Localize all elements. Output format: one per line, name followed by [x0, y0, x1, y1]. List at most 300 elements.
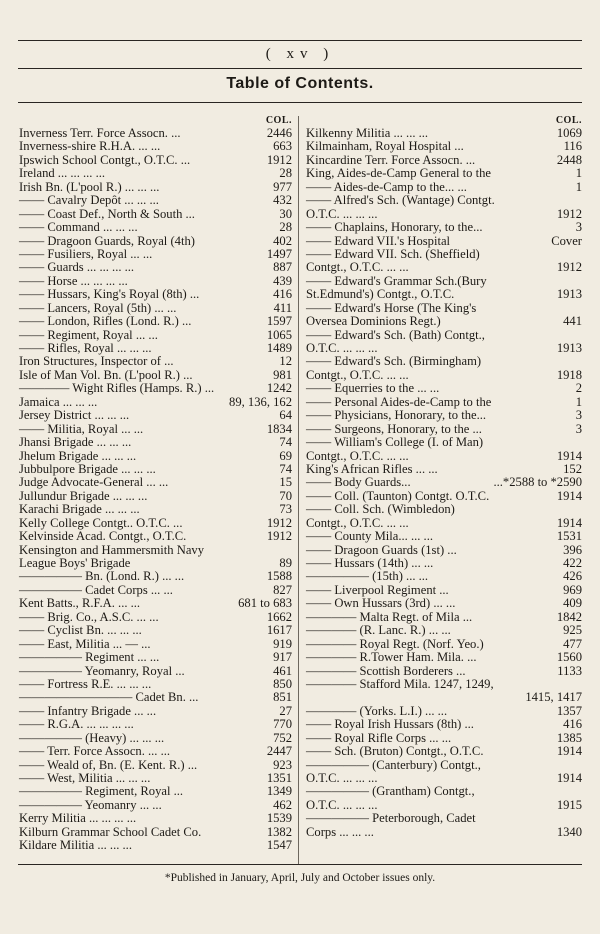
entry-column-ref: 1914 [556, 515, 582, 530]
entry-title: —— Terr. Force Assocn. ... ... [19, 744, 171, 759]
entry-column-ref: 462 [273, 797, 292, 812]
entry-title: —— Fortress R.E. ... ... ... [19, 676, 152, 691]
entry-column-ref: 73 [279, 502, 292, 517]
entry-title: —— Cavalry Depôt ... ... ... [19, 193, 159, 208]
toc-entry [19, 557, 292, 570]
toc-entry [19, 503, 292, 516]
entry-title: Kent Batts., R.F.A. ... ... [19, 596, 141, 611]
entry-column-ref: 827 [273, 582, 292, 597]
toc-entry [19, 611, 292, 624]
column-divider [298, 116, 299, 864]
entry-column-ref: 116 [563, 139, 582, 154]
entry-column-ref: 1357 [556, 703, 582, 718]
toc-entry [19, 785, 292, 798]
toc-entry [19, 127, 292, 140]
entry-title: Kensington and Hammersmith Navy [19, 542, 205, 557]
top-rule [18, 40, 582, 41]
toc-entry [306, 597, 582, 610]
entry-column-ref: 1385 [556, 730, 582, 745]
entry-column-ref: 2447 [266, 744, 292, 759]
entry-title: Kelly College Contgt.. O.T.C. ... [19, 515, 183, 530]
entry-column-ref: 74 [279, 461, 292, 476]
entry-column-ref: 426 [563, 569, 582, 584]
entry-title: —— Lancers, Royal (5th) ... ... [19, 300, 177, 315]
entry-title: Jamaica ... ... ... [19, 394, 98, 409]
toc-entry [306, 194, 582, 207]
entry-column-ref: 917 [273, 650, 292, 665]
entry-title: —— Coll. (Taunton) Contgt. O.T.C. [306, 488, 490, 503]
entry-column-ref: 925 [563, 623, 582, 638]
toc-entry [19, 665, 292, 678]
toc-entry [306, 382, 582, 395]
entry-column-ref: 1560 [556, 650, 582, 665]
entry-column-ref: 1415, 1417 [525, 690, 582, 705]
toc-entry [19, 288, 292, 301]
toc-entry [19, 436, 292, 449]
toc-entry [19, 812, 292, 825]
toc-entry [306, 503, 582, 516]
toc-entry [19, 624, 292, 637]
entry-column-ref: 2448 [556, 152, 582, 167]
entry-column-ref: 1539 [266, 811, 292, 826]
toc-entry [306, 369, 582, 382]
entry-title: Ipswich School Contgt., O.T.C. ... [19, 152, 191, 167]
entry-column-ref: 441 [563, 314, 582, 329]
entry-title: —— East, Militia ... — ... [19, 636, 151, 651]
entry-title: —— Militia, Royal ... ... [19, 421, 144, 436]
entry-column-ref: 969 [563, 582, 582, 597]
entry-column-ref: 1915 [556, 797, 582, 812]
toc-entry [306, 288, 582, 301]
entry-title: O.T.C. ... ... ... [306, 341, 378, 355]
entry-column-ref: 2 [575, 381, 582, 396]
entry-column-ref: 851 [273, 690, 292, 705]
entry-column-ref: 89, 136, 162 [229, 394, 292, 409]
entry-column-ref: 74 [279, 435, 292, 450]
entry-title: St.Edmund's) Contgt., O.T.C. [306, 287, 455, 302]
entry-title: —— Edward's Horse (The King's [306, 300, 477, 315]
entry-title: League Boys' Brigade [19, 556, 131, 570]
entry-title: Jubbulpore Brigade ... ... ... [19, 461, 156, 476]
entry-title: Iron Structures, Inspector of ... [19, 354, 174, 369]
toc-entry [19, 248, 292, 261]
entry-title: Contgt., O.T.C. ... ... [306, 515, 409, 530]
toc-entry [306, 584, 582, 597]
toc-entry [306, 638, 582, 651]
entry-title: —— Horse ... ... ... ... [19, 273, 128, 288]
entry-column-ref: 1912 [266, 515, 292, 530]
entry-title: —— Equerries to the ... ... [306, 381, 440, 396]
entry-column-ref: 27 [279, 703, 292, 718]
entry-title: ———— Stafford Mila. 1247, 1249, [306, 676, 494, 691]
entry-column-ref: 3 [575, 220, 582, 235]
toc-entry [19, 396, 292, 409]
toc-entry [19, 638, 292, 651]
entry-column-ref: 15 [279, 475, 292, 490]
entry-title: —— Edward's Sch. (Bath) Contgt., [306, 327, 485, 342]
toc-entry [306, 665, 582, 678]
entry-title: Kincardine Terr. Force Assocn. ... [306, 152, 476, 167]
toc-entry [306, 329, 582, 342]
entry-title: ————— Cadet Corps ... ... [19, 582, 173, 597]
entry-title: Kelvinside Acad. Contgt., O.T.C. [19, 529, 187, 544]
toc-entry [19, 221, 292, 234]
entry-column-ref: 1912 [266, 529, 292, 544]
entry-title: ———— R.Tower Ham. Mila. ... [306, 650, 477, 665]
toc-entry [306, 436, 582, 449]
toc-entry [306, 772, 582, 785]
entry-column-ref: 663 [273, 139, 292, 154]
entry-column-ref: 1351 [266, 771, 292, 785]
entry-column-ref: 1 [575, 166, 582, 181]
entry-title: —— London, Rifles (Lond. R.) ... [19, 314, 192, 329]
entry-title: O.T.C. ... ... ... [306, 797, 378, 812]
toc-entry [306, 127, 582, 140]
entry-title: —— West, Militia ... ... ... [19, 771, 151, 785]
entry-column-ref: 850 [273, 676, 292, 691]
entry-column-ref: 1912 [556, 260, 582, 275]
entry-title: —— R.G.A. ... ... ... ... [19, 717, 134, 732]
toc-entry [306, 167, 582, 180]
toc-entry [19, 826, 292, 839]
entry-title: ————— (Heavy) ... ... ... [19, 730, 165, 745]
entry-title: —— Coll. Sch. (Wimbledon) [306, 502, 455, 517]
toc-entry [19, 275, 292, 288]
toc-entry [19, 261, 292, 274]
entry-column-ref: 416 [563, 717, 582, 732]
toc-entry [306, 140, 582, 153]
entry-title: Contgt., O.T.C. ... ... [306, 367, 409, 382]
entry-title: —— Personal Aides-de-Camp to the [306, 394, 492, 409]
toc-entry [19, 235, 292, 248]
entry-column-ref: 461 [273, 663, 292, 678]
entry-title: Kilmainham, Royal Hospital ... [306, 139, 464, 154]
entry-column-ref: 28 [279, 220, 292, 235]
entry-title: Kildare Militia ... ... ... [19, 838, 132, 853]
toc-entry [19, 597, 292, 610]
toc-entry [306, 463, 582, 476]
entry-title: Contgt., O.T.C. ... ... [306, 260, 409, 275]
entry-column-ref: 1913 [556, 341, 582, 355]
toc-entry [306, 261, 582, 274]
toc-entry [306, 691, 582, 704]
entry-title: Oversea Dominions Regt.) [306, 314, 441, 329]
toc-entry [306, 557, 582, 570]
entry-title: —— Regiment, Royal ... ... [19, 327, 158, 342]
entry-title: Isle of Man Vol. Bn. (L'pool R.) ... [19, 367, 193, 382]
title-rule [18, 102, 582, 103]
toc-entry [306, 785, 582, 798]
entry-title: —— Hussars (14th) ... ... [306, 556, 434, 570]
toc-entry [19, 718, 292, 731]
toc-entry [306, 423, 582, 436]
toc-entry [306, 315, 582, 328]
entry-title: Ireland ... ... ... ... [19, 166, 106, 181]
entry-column-ref: 422 [563, 556, 582, 570]
entry-title: ———— Malta Regt. of Mila ... [306, 609, 473, 624]
toc-entry [19, 732, 292, 745]
entry-title: —— Dragoon Guards (1st) ... [306, 542, 457, 557]
entry-column-ref: 1382 [266, 824, 292, 839]
entry-title: King's African Rifles ... ... [306, 461, 438, 476]
entry-column-ref: 439 [273, 273, 292, 288]
toc-entry [306, 450, 582, 463]
entry-title: —— Brig. Co., A.S.C. ... ... [19, 609, 159, 624]
toc-entry [306, 530, 582, 543]
footnote: *Published in January, April, July and October issues only. [164, 872, 436, 884]
toc-entry [19, 490, 292, 503]
toc-entry [306, 517, 582, 530]
entry-title: Karachi Brigade ... ... ... [19, 502, 140, 517]
entry-title: —— Infantry Brigade ... ... [19, 703, 157, 718]
entry-column-ref: 1918 [556, 367, 582, 382]
entry-title: ————— Yeomanry, Royal ... [19, 663, 185, 678]
entry-column-ref: 770 [273, 717, 292, 732]
entry-title: —— Body Guards... [306, 475, 411, 490]
entry-title: O.T.C. ... ... ... [306, 771, 378, 785]
entry-column-ref: 1842 [556, 609, 582, 624]
entry-title: —— William's College (I. of Man) [306, 435, 484, 450]
toc-entry [19, 691, 292, 704]
toc-entry [306, 235, 582, 248]
entry-column-ref: 919 [273, 636, 292, 651]
footer-rule [18, 864, 582, 865]
toc-entry [306, 248, 582, 261]
entry-column-ref: 409 [563, 596, 582, 611]
entry-column-ref: 1914 [556, 771, 582, 785]
page-number: ( xv ) [265, 46, 335, 62]
toc-entry [19, 705, 292, 718]
entry-title: ————— Bn. (Lond. R.) ... ... [19, 569, 185, 584]
entry-title: —— Chaplains, Honorary, to the... [306, 220, 483, 235]
toc-entry [19, 194, 292, 207]
entry-title: Jhansi Brigade ... ... ... [19, 435, 132, 450]
entry-column-ref: 402 [273, 233, 292, 248]
toc-entry [19, 678, 292, 691]
entry-title: Inverness Terr. Force Assocn. ... [19, 126, 181, 140]
entry-column-ref: 1914 [556, 448, 582, 463]
entry-title: —— Liverpool Regiment ... [306, 582, 449, 597]
entry-column-ref: 70 [279, 488, 292, 503]
toc-entry [306, 544, 582, 557]
toc-entry [19, 140, 292, 153]
toc-entry [19, 570, 292, 583]
entry-column-ref: 981 [273, 367, 292, 382]
toc-entry [306, 651, 582, 664]
entry-title: King, Aides-de-Camp General to the [306, 166, 492, 181]
toc-entry [19, 382, 292, 395]
entry-column-ref: 1340 [556, 824, 582, 839]
toc-entry [306, 705, 582, 718]
entry-column-ref: 1597 [266, 314, 292, 329]
toc-entry [19, 517, 292, 530]
toc-entry [306, 396, 582, 409]
toc-entry [19, 476, 292, 489]
toc-entry [19, 772, 292, 785]
entry-column-ref: 69 [279, 448, 292, 463]
entry-column-ref: 477 [563, 636, 582, 651]
entry-column-ref: 64 [279, 408, 292, 423]
toc-entry [19, 450, 292, 463]
entry-column-ref: 152 [563, 461, 582, 476]
entry-title: —— Own Hussars (3rd) ... ... [306, 596, 456, 611]
entry-column-ref: 416 [273, 287, 292, 302]
entry-column-ref: 1 [575, 179, 582, 194]
entry-title: —— Sch. (Bruton) Contgt., O.T.C. [306, 744, 484, 759]
entry-title: Inverness-shire R.H.A. ... ... [19, 139, 161, 154]
entry-title: Kilkenny Militia ... ... ... [306, 126, 429, 140]
entry-title: Kerry Militia ... ... ... ... [19, 811, 137, 826]
entry-title: Jhelum Brigade ... ... ... [19, 448, 137, 463]
toc-entry [19, 208, 292, 221]
toc-entry [306, 611, 582, 624]
entry-title: O.T.C. ... ... ... [306, 206, 378, 221]
toc-entry [306, 799, 582, 812]
entry-column-ref: 1912 [556, 206, 582, 221]
entry-title: ———— (Yorks. L.I.) ... ... [306, 703, 448, 718]
entry-column-ref: 432 [273, 193, 292, 208]
toc-entry [306, 718, 582, 731]
left-column [19, 114, 292, 853]
entry-column-ref: 1065 [266, 327, 292, 342]
entry-column-ref: 681 to 683 [238, 596, 292, 611]
toc-entry [306, 409, 582, 422]
entry-title: Contgt., O.T.C. ... ... [306, 448, 409, 463]
entry-title: ————————— Cadet Bn. ... [19, 690, 199, 705]
entry-column-ref: 1242 [266, 381, 292, 396]
entry-title: —— Physicians, Honorary, to the... [306, 408, 487, 423]
toc-entry [306, 826, 582, 839]
toc-entry [19, 369, 292, 382]
entry-column-ref: Cover [551, 233, 582, 248]
toc-entry [306, 181, 582, 194]
entry-column-ref: 12 [279, 354, 292, 369]
toc-entry [19, 342, 292, 355]
toc-entry [306, 678, 582, 691]
entry-title: ————— (Canterbury) Contgt., [306, 757, 481, 772]
right-column [306, 114, 582, 839]
toc-entry [19, 154, 292, 167]
entry-title: Jersey District ... ... ... [19, 408, 130, 423]
entry-title: ———— Wight Rifles (Hamps. R.) ... [19, 381, 215, 396]
entry-column-ref: 3 [575, 421, 582, 436]
toc-entry [19, 302, 292, 315]
entry-column-ref: 752 [273, 730, 292, 745]
toc-entry [306, 812, 582, 825]
entry-title: —— Edward's Sch. (Birmingham) [306, 354, 482, 369]
entry-title: ———— Scottish Borderers ... [306, 663, 466, 678]
entry-title: Kilburn Grammar School Cadet Co. [19, 824, 202, 839]
toc-entry [306, 355, 582, 368]
entry-title: —— Aides-de-Camp to the... ... [306, 179, 467, 194]
entry-title: —— Surgeons, Honorary, to the ... [306, 421, 482, 436]
entry-column-ref: 1588 [266, 569, 292, 584]
entry-title: Irish Bn. (L'pool R.) ... ... ... [19, 179, 160, 194]
toc-entry [19, 409, 292, 422]
entry-column-ref: 89 [279, 556, 292, 570]
entry-column-ref: 1133 [557, 663, 582, 678]
entry-title: ————— Regiment, Royal ... [19, 784, 184, 799]
entry-title: ———— (R. Lanc. R.) ... ... [306, 623, 451, 638]
toc-entry [19, 651, 292, 664]
entry-title: —— Weald of, Bn. (E. Kent. R.) ... [19, 757, 198, 772]
entry-title: —— Royal Irish Hussars (8th) ... [306, 717, 474, 732]
entry-title: ————— Peterborough, Cadet [306, 811, 476, 826]
entry-title: —— Command ... ... ... [19, 220, 138, 235]
entry-title: —— County Mila... ... ... [306, 529, 433, 544]
entry-title: ————— (15th) ... ... [306, 569, 429, 584]
entry-column-ref: 396 [563, 542, 582, 557]
toc-entry [19, 759, 292, 772]
entry-column-ref: 30 [279, 206, 292, 221]
entry-title: ————— (Grantham) Contgt., [306, 784, 475, 799]
toc-entry [19, 463, 292, 476]
toc-entry [19, 530, 292, 543]
entry-column-ref: 1912 [266, 152, 292, 167]
toc-entry [306, 476, 582, 489]
header-rule [18, 68, 582, 69]
entry-column-ref: 977 [273, 179, 292, 194]
toc-entry [306, 302, 582, 315]
toc-entry [19, 839, 292, 852]
toc-entry [19, 167, 292, 180]
entry-column-ref: 1834 [266, 421, 292, 436]
entry-column-ref: 1617 [266, 623, 292, 638]
entry-title: —— Royal Rifle Corps ... ... [306, 730, 452, 745]
entry-column-ref: 1531 [556, 529, 582, 544]
entry-title: Corps ... ... ... [306, 824, 374, 839]
entry-title: —— Edward VII. Sch. (Sheffield) [306, 246, 480, 261]
left-col-label: COL. [265, 115, 292, 126]
entry-column-ref: ...*2588 to *2590 [493, 475, 582, 490]
entry-column-ref: 1 [575, 394, 582, 409]
toc-entry [306, 221, 582, 234]
toc-entry [306, 154, 582, 167]
toc-entry [306, 275, 582, 288]
entry-column-ref: 1497 [266, 246, 292, 261]
entry-title: —— Dragoon Guards, Royal (4th) [19, 233, 195, 248]
toc-entry [306, 490, 582, 503]
toc-entry [19, 181, 292, 194]
toc-entry [306, 624, 582, 637]
entry-column-ref: 1349 [266, 784, 292, 799]
entry-title: —— Edward VII.'s Hospital [306, 233, 451, 248]
entry-column-ref: 923 [273, 757, 292, 772]
entry-column-ref: 1547 [266, 838, 292, 853]
toc-entry [19, 329, 292, 342]
entry-title: ————— Regiment ... ... [19, 650, 160, 665]
toc-entry [19, 315, 292, 328]
toc-entry [306, 759, 582, 772]
entry-column-ref: 3 [575, 408, 582, 423]
toc-entry [19, 584, 292, 597]
entry-title: —— Alfred's Sch. (Wantage) Contgt. [306, 193, 495, 208]
entry-title: ———— Royal Regt. (Norf. Yeo.) [306, 636, 484, 651]
toc-entry [306, 732, 582, 745]
entry-column-ref: 1489 [266, 341, 292, 355]
entry-column-ref: 887 [273, 260, 292, 275]
entry-title: —— Hussars, King's Royal (8th) ... [19, 287, 200, 302]
toc-entry [19, 745, 292, 758]
entry-column-ref: 2446 [266, 126, 292, 140]
entry-title: Judge Advocate-General ... ... [19, 475, 169, 490]
page-title: Table of Contents. [226, 75, 374, 92]
toc-entry [19, 544, 292, 557]
entry-column-ref: 1914 [556, 488, 582, 503]
toc-entry [306, 208, 582, 221]
entry-column-ref: 1662 [266, 609, 292, 624]
entry-title: —— Fusiliers, Royal ... ... [19, 246, 153, 261]
